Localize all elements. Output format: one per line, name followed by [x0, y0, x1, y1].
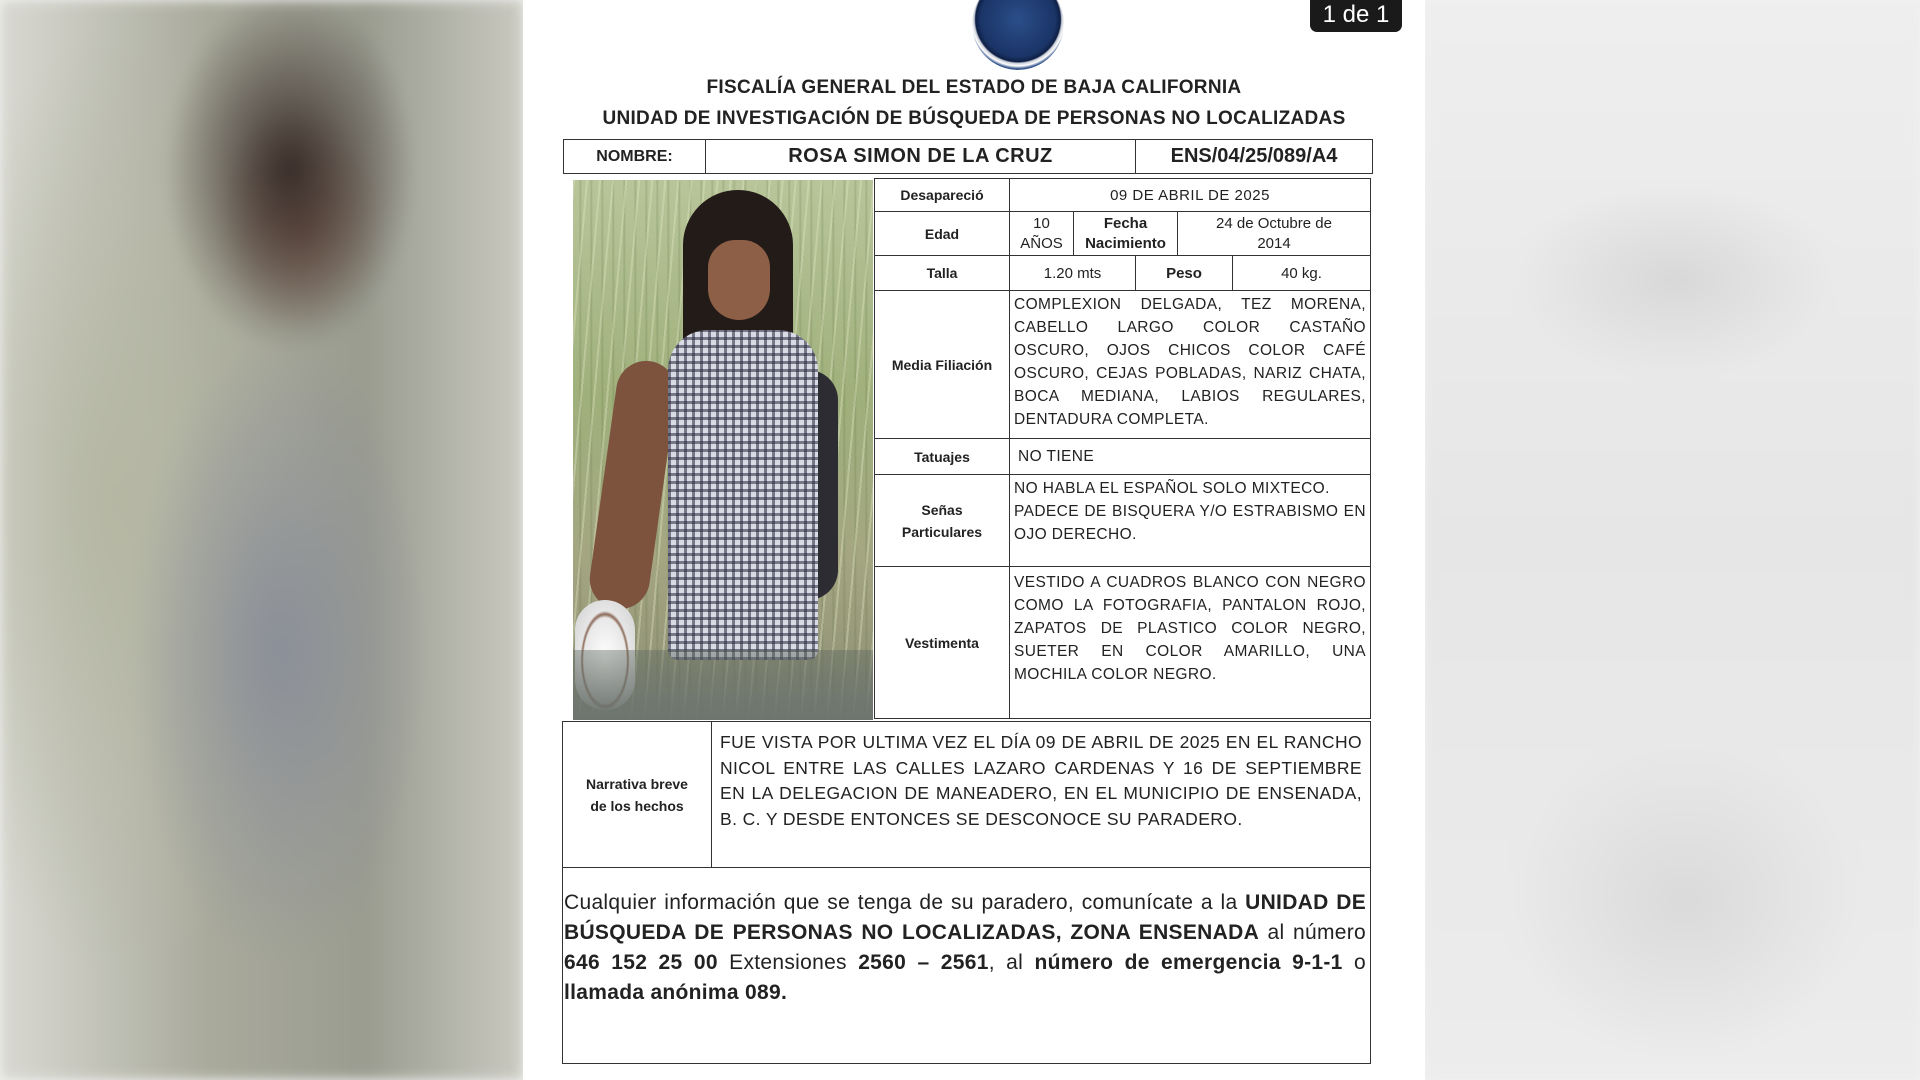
fecha-label-line1: Fecha: [1103, 214, 1148, 232]
talla-value: 1.20 mts: [1009, 255, 1136, 291]
senas-label-line2: Particulares: [901, 523, 983, 540]
contact-intro: Cualquier información que se tenga de su paradero, comunícate a la: [564, 891, 1246, 914]
contact-text-2: al número: [1259, 921, 1366, 944]
edad-label: Edad: [874, 211, 1010, 256]
fecha-nacimiento-value: [1177, 211, 1371, 256]
vestimenta-value: VESTIDO A CUADROS BLANCO CON NEGRO COMO LA FOTOGRAFIA, PANTALON ROJO, ZAPATOS DE PLASTICO COLOR NEGRO, SUETER EN COLOR AMARILLO, UNA MOCHILA COLOR NEGRO.: [1009, 566, 1371, 719]
contact-phone: 646 152 25 00: [564, 951, 718, 974]
fecha-value-line2: 2014: [1257, 234, 1291, 252]
senas-label: [874, 474, 1010, 567]
fecha-nacimiento-label: [1073, 211, 1178, 256]
person-name: ROSA SIMON DE LA CRUZ: [705, 139, 1136, 174]
edad-number: 10: [1033, 214, 1050, 232]
narrativa-label-line1: Narrativa breve: [586, 775, 688, 792]
senas-line1: NO HABLA EL ESPAÑOL SOLO MIXTECO.: [1014, 480, 1330, 497]
fecha-value-line1: 24 de Octubre de: [1216, 214, 1332, 232]
contact-unit-name: UNIDAD DE BÚSQUEDA DE PERSONAS NO LOCALIZADAS, ZONA ENSENADA: [564, 891, 1367, 944]
narrativa-value: FUE VISTA POR ULTIMA VEZ EL DÍA 09 DE ABRIL DE 2025 EN EL RANCHO NICOL ENTRE LAS CALLES LAZARO CARDENAS Y 16 DE SEPTIEMBRE EN LA DELEGACION DE MANEADERO, EN EL MUNICIPIO DE ENSENADA, B. C. Y DESDE ENTONCES SE DESCONOCE SU PARADERO.: [711, 721, 1371, 868]
page-counter: 1 de 1: [1310, 0, 1402, 32]
contact-extensions: 2560 – 2561: [858, 951, 989, 974]
vestimenta-label: Vestimenta: [874, 566, 1010, 719]
edad-unit: AÑOS: [1020, 234, 1063, 252]
senas-value: [1009, 474, 1371, 567]
tatuajes-value: NO TIENE: [1009, 438, 1371, 475]
senas-line2: PADECE DE BISQUERA Y/O ESTRABISMO EN OJO DERECHO.: [1014, 503, 1366, 543]
desaparecio-value: 09 DE ABRIL DE 2025: [1009, 178, 1371, 212]
contact-text-4: , al: [988, 951, 1035, 974]
contact-emergency: número de emergencia 9-1-1: [1034, 951, 1343, 974]
desaparecio-label: Desapareció: [874, 178, 1010, 212]
peso-label: Peso: [1135, 255, 1233, 291]
contact-text-5: o: [1342, 951, 1366, 974]
contact-text-3: Extensiones: [717, 951, 859, 974]
media-filiacion-label: Media Filiación: [874, 290, 1010, 439]
header-unit: UNIDAD DE INVESTIGACIÓN DE BÚSQUEDA DE PERSONAS NO LOCALIZADAS: [602, 108, 1346, 129]
narrativa-label: [562, 721, 712, 868]
media-filiacion-value: COMPLEXION DELGADA, TEZ MORENA, CABELLO LARGO COLOR CASTAÑO OSCURO, OJOS CHICOS COLOR CAFÉ OSCURO, CEJAS POBLADAS, NARIZ CHATA, BOCA MEDIANA, LABIOS REGULARES, DENTADURA COMPLETA.: [1009, 290, 1371, 439]
contact-anonymous: llamada anónima 089.: [564, 981, 788, 1004]
talla-label: Talla: [874, 255, 1010, 291]
peso-value: 40 kg.: [1232, 255, 1371, 291]
blurred-background-left: [0, 0, 523, 1080]
narrativa-label-line2: de los hechos: [590, 797, 684, 814]
nombre-label: NOMBRE:: [563, 139, 706, 174]
blurred-background-right: [1425, 0, 1920, 1080]
person-photo: [573, 180, 873, 720]
contact-text: [564, 888, 1366, 1008]
tatuajes-label: Tatuajes: [874, 438, 1010, 475]
senas-label-line1: Señas: [921, 501, 963, 518]
case-folio: ENS/04/25/089/A4: [1135, 139, 1373, 174]
edad-value: [1009, 211, 1074, 256]
fecha-label-line2: Nacimiento: [1085, 234, 1166, 252]
header-institution: FISCALÍA GENERAL DEL ESTADO DE BAJA CALIFORNIA: [706, 77, 1242, 98]
